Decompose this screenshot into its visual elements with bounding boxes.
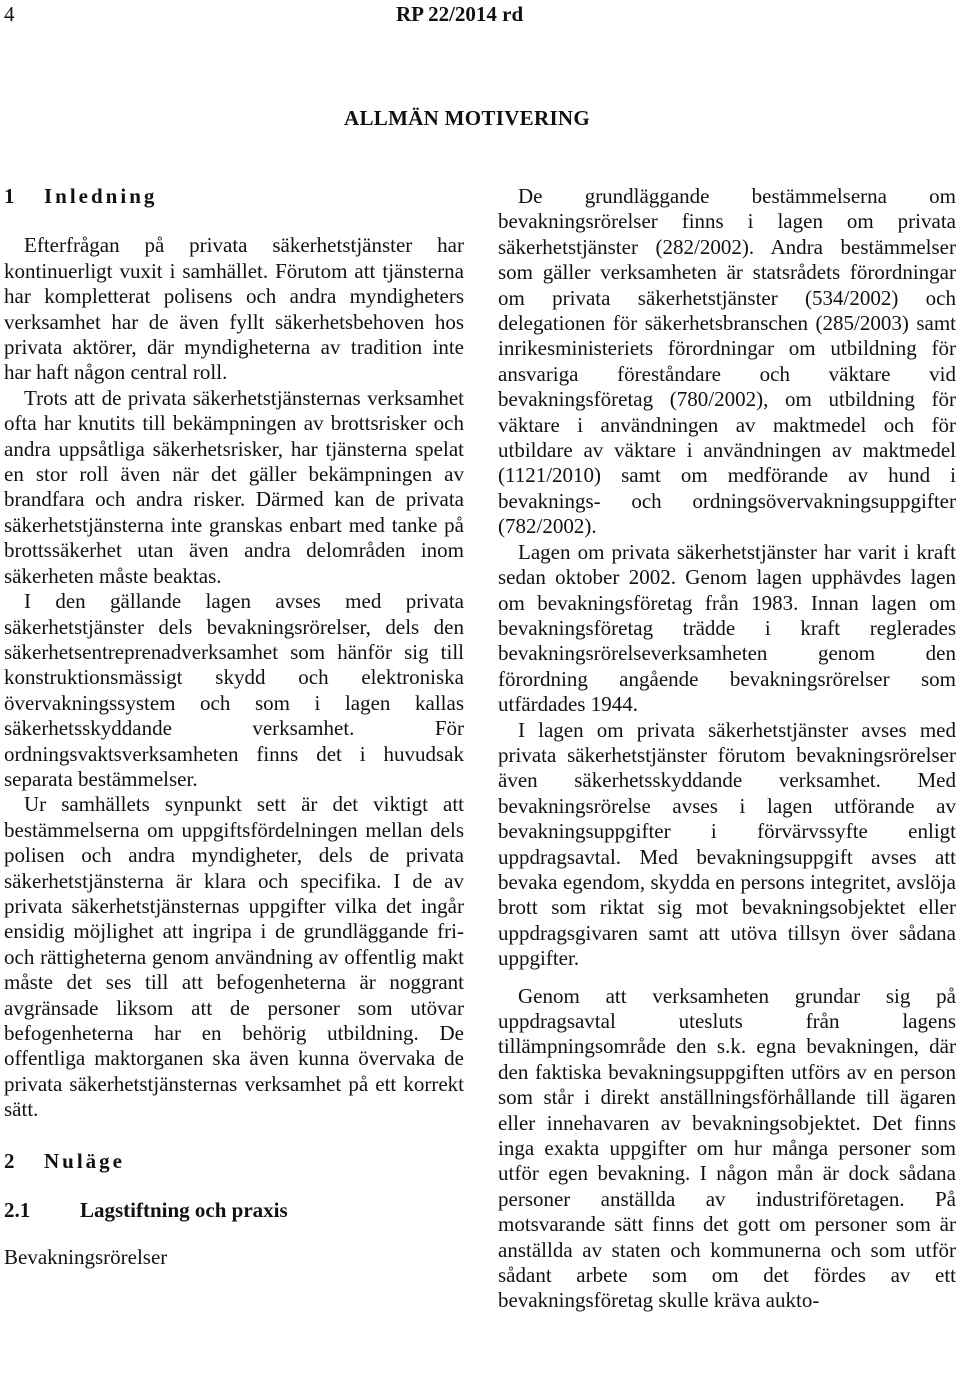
paragraph: I lagen om privata säkerhetstjänster avses med privata säkerhetstjänster förutom bevakningsrörelser även säkerhetsskyddande verksamhet. Med bevakningsrörelse avses i lagen utförande av bevakningsuppgifter i förvärvssyfte enligt uppdragsavtal. Med bevakningsuppgift avses att bevaka egendom, skydda en persons integritet, avslöja brott som riktat sig mot bevakningsobjektet eller uppdragsgivaren samt att utöva tillsyn över sådana uppgifter. xyxy=(498,717,956,971)
paragraph: De grundläggande bestämmelserna om bevakningsrörelser finns i lagen om privata säkerhetstjänster (282/2002). Andra bestämmelser som gäller verksamheten är statsrådets förordningar om privata säkerhetstjänster (534/2002) och delegationen för säkerhetsbranschen (285/2003) samt inrikesministeriets förordningar om utbildning för ansvariga föreståndare och väktare vid bevakningsföretag (780/2002), om utbildning för väktare i användningen av maktmedel och för utbildare av väktare i användningen av maktmedel (1121/2010) samt om medförande av hund i bevaknings- och ordningsövervakningsuppgifter (782/2002). xyxy=(498,184,956,539)
section-title: Nuläge xyxy=(44,1148,125,1173)
subsection-title: Lagstiftning och praxis xyxy=(80,1198,288,1223)
section-number: 1 xyxy=(4,184,15,208)
paragraph: Genom att verksamheten grundar sig på uppdragsavtal utesluts från lagens tillämpningsområde den s.k. egna bevakningen, där den faktiska bevakningsuppgiften utförs av en person som står i direkt anställningsförhållande till ägaren eller innehavaren av bevakningsobjektet. Det finns inga exakta uppgifter om hur många personer som utför egen bevakning. I någon mån är dock sådana personer anställda av industriföretagen. På motsvarande sätt finns det gott om personer som är anställda av staten och kommunerna och som utför sådant arbete som om det fördes av ett bevakningsföretag skulle kräva aukto- xyxy=(498,983,956,1313)
section-heading-2 xyxy=(4,1149,464,1174)
left-column xyxy=(4,184,464,1271)
section-title: Inledning xyxy=(44,184,158,208)
spacer xyxy=(4,1123,464,1149)
page-number: 4 xyxy=(4,2,15,26)
paragraph: Trots att de privata säkerhetstjänsternas verksamhet ofta har knutits till bekämpningen av brottsrisker och andra uppsåtliga säkerhetsrisker, har tjänsterna spelat en stor roll även när det gäller bekämpningen av brandfara och andra risker. Därmed kan de privata säkerhetstjänsterna inte granskas enbart med tanke på brottssäkerhet utan även andra delområden inom säkerheten måste beaktas. xyxy=(4,385,464,588)
paragraph: Efterfrågan på privata säkerhetstjänster har kontinuerligt vuxit i samhället. Förutom att tjänsterna har kompletterat polisens och andra myndigheters verksamhet har de även fyllt säkerhetsbehoven hos privata aktörer, där myndigheterna av tradition inte har haft någon central roll. xyxy=(4,233,464,385)
paragraph: I den gällande lagen avses med privata säkerhetstjänster dels bevakningsrörelser, dels den säkerhetsentreprenadverksamhet som hänför sig till konstruktionsmässigt skydd och elektroniska övervakningssystem och som i lagen kallas säkerhetsskyddande verksamhet. För ordningsvaktsverksamheten finns det i huvudsak separata bestämmelser. xyxy=(4,589,464,791)
subsection-heading xyxy=(4,1198,464,1223)
paragraph: Lagen om privata säkerhetstjänster har varit i kraft sedan oktober 2002. Genom lagen upphävdes lagen om bevakningsföretag från 1983. Innan lagen om bevakningsföretag trädde i kraft reglerades bevakningsrörelseverksamheten genom den förordning angående bevakningsrörelser som utfärdades 1944. xyxy=(498,539,956,717)
paragraph: Ur samhällets synpunkt sett är det viktigt att bestämmelserna om uppgiftsfördelningen mellan dels polisen och andra myndigheter, dels de privata säkerhetstjänsterna är klara och specifika. I de av privata säkerhetstjänsternas uppgifter vilka det ingår ensidig möjlighet att ingripa i de grundläggande fri- och rättigheterna genom användning av offentlig makt måste det ses till att befogenheterna är noggrant avgränsade liksom att de personer som utövar befogenheterna har en behörig utbildning. De offentliga maktorganen ska även kunna övervaka de privata säkerhetstjänsternas verksamhet på ett korrekt sätt. xyxy=(4,792,464,1122)
document-reference: RP 22/2014 rd xyxy=(396,2,524,26)
right-column xyxy=(498,184,956,1314)
main-title: ALLMÄN MOTIVERING xyxy=(344,106,591,130)
subsubsection-title: Bevakningsrörelser xyxy=(4,1245,168,1270)
page-header xyxy=(0,0,960,40)
section-number: 2 xyxy=(4,1148,15,1173)
section-heading-1 xyxy=(4,184,464,209)
subsection-number: 2.1 xyxy=(4,1198,31,1223)
